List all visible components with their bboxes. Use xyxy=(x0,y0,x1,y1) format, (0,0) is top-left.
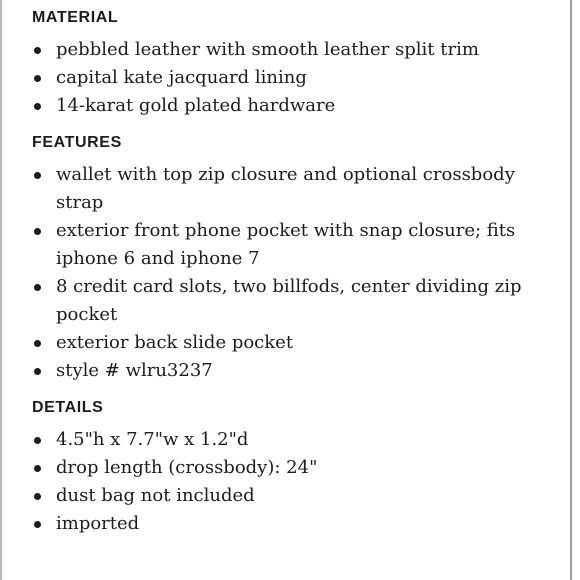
list-item-text: 8 credit card slots, two billfods, center dividing zip pocket xyxy=(56,276,522,325)
bullet-icon xyxy=(34,437,41,444)
list-item-text: exterior front phone pocket with snap closure; fits iphone 6 and iphone 7 xyxy=(56,220,516,269)
material-list xyxy=(32,36,570,120)
list-item-text: exterior back slide pocket xyxy=(56,332,294,353)
features-list xyxy=(32,161,570,385)
bullet-icon xyxy=(34,103,41,110)
features-heading: FEATURES xyxy=(32,134,122,151)
list-item xyxy=(32,64,536,92)
list-item xyxy=(32,36,536,64)
details-list xyxy=(32,426,570,538)
list-item xyxy=(32,161,536,217)
list-item-text: pebbled leather with smooth leather split trim xyxy=(56,39,479,60)
bullet-icon xyxy=(34,172,41,179)
list-item-text: style # wlru3237 xyxy=(56,360,213,381)
material-section xyxy=(32,8,570,120)
list-item xyxy=(32,92,536,120)
bullet-icon xyxy=(34,47,41,54)
bullet-icon xyxy=(34,465,41,472)
list-item-text: 4.5"h x 7.7"w x 1.2"d xyxy=(56,429,249,450)
list-item xyxy=(32,329,536,357)
details-section xyxy=(32,398,570,538)
bullet-icon xyxy=(34,284,41,291)
list-item xyxy=(32,510,536,538)
list-item-text: drop length (crossbody): 24" xyxy=(56,457,318,478)
list-item-text: dust bag not included xyxy=(56,485,255,506)
material-heading: MATERIAL xyxy=(32,9,119,26)
bullet-icon xyxy=(34,228,41,235)
bullet-icon xyxy=(34,493,41,500)
bullet-icon xyxy=(34,340,41,347)
bullet-icon xyxy=(34,368,41,375)
list-item xyxy=(32,454,536,482)
list-item xyxy=(32,273,536,329)
list-item xyxy=(32,357,536,385)
list-item xyxy=(32,426,536,454)
list-item xyxy=(32,217,536,273)
list-item-text: imported xyxy=(56,513,140,534)
list-item-text: 14-karat gold plated hardware xyxy=(56,95,336,116)
details-heading: DETAILS xyxy=(32,399,104,416)
bullet-icon xyxy=(34,75,41,82)
list-item xyxy=(32,482,536,510)
list-item-text: capital kate jacquard lining xyxy=(56,67,307,88)
list-item-text: wallet with top zip closure and optional crossbody strap xyxy=(56,164,515,213)
bullet-icon xyxy=(34,521,41,528)
features-section xyxy=(32,133,570,385)
